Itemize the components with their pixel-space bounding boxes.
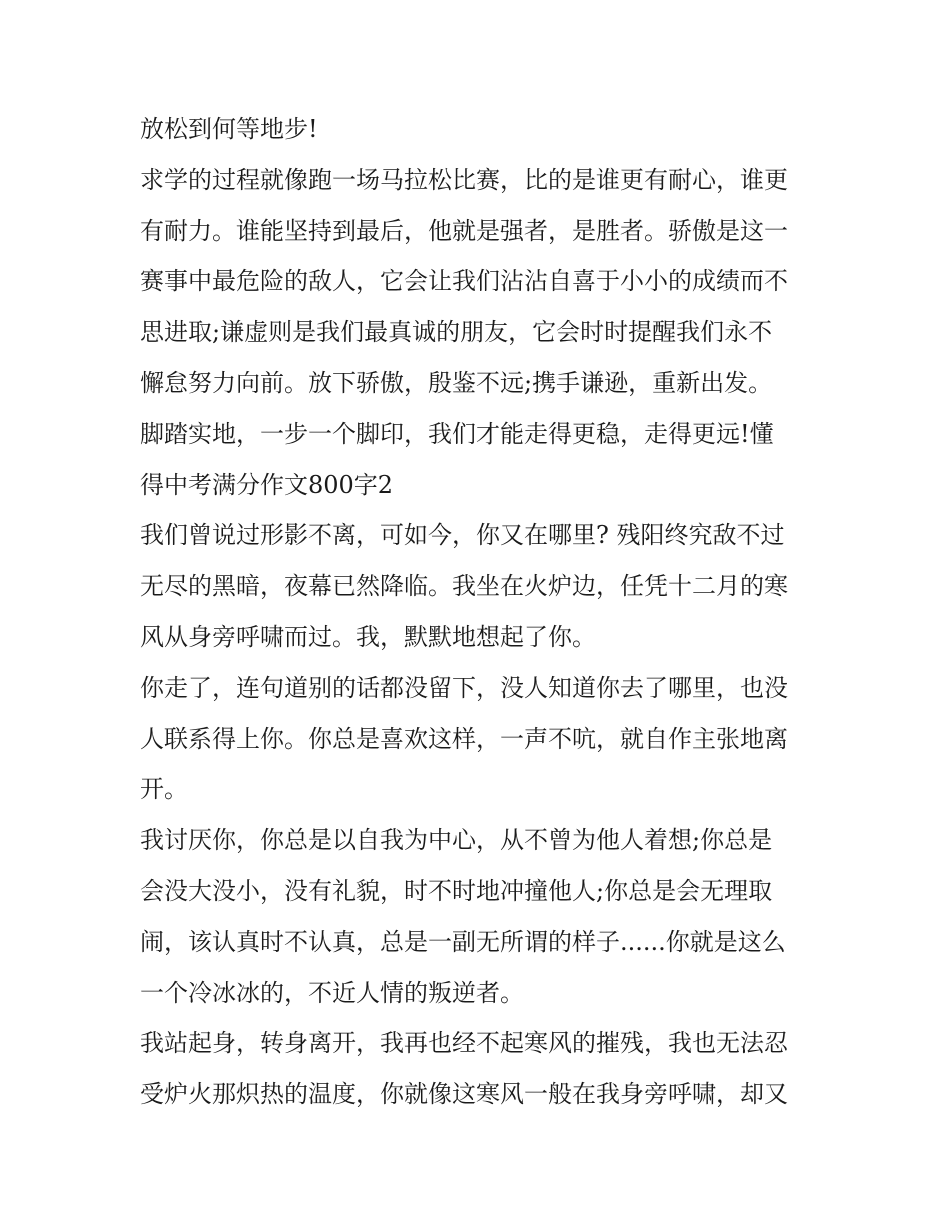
text-line: 我们曾说过形影不离，可如今，你又在哪里? 残阳终究敌不过 [140,521,785,550]
text-line: 懈怠努力向前。放下骄傲，殷鉴不远;携手谦逊，重新出发。 [140,368,773,397]
text-line: 你走了，连句道别的话都没留下，没人知道你去了哪里，也没 [140,673,788,702]
document-body [140,104,820,1120]
text-line: 脚踏实地，一步一个脚印，我们才能走得更稳，走得更远!懂 [140,419,774,448]
text-line: 会没大没小，没有礼貌，时不时地冲撞他人;你总是会无理取 [140,876,773,905]
text-line: 受炉火那炽热的温度，你就像这寒风一般在我身旁呼啸，却又 [140,1080,788,1109]
text-line: 无尽的黑暗，夜幕已然降临。我坐在火炉边，任凭十二月的寒 [140,572,788,601]
text-line: 思进取;谦虚则是我们最真诚的朋友，它会时时提醒我们永不 [140,318,773,347]
text-line: 闹，该认真时不认真，总是一副无所谓的样子......你就是这么 [140,927,786,956]
text-line: 赛事中最危险的敌人，它会让我们沾沾自喜于小小的成绩而不 [140,267,788,296]
text-line: 求学的过程就像跑一场马拉松比赛，比的是谁更有耐心，谁更 [140,165,788,194]
text-line: 风从身旁呼啸而过。我，默默地想起了你。 [140,622,596,651]
text-line: 人联系得上你。你总是喜欢这样，一声不吭，就自作主张地离 [140,724,788,753]
section-heading: 得中考满分作文800字2 [140,470,394,499]
text-line: 放松到何等地步! [140,115,318,143]
text-line: 开。 [140,775,188,804]
text-line: 我讨厌你，你总是以自我为中心，从不曾为他人着想;你总是 [140,826,773,855]
text-line: 我站起身，转身离开，我再也经不起寒风的摧残，我也无法忍 [140,1029,788,1058]
text-line: 有耐力。谁能坚持到最后，他就是强者，是胜者。骄傲是这一 [140,216,788,245]
text-line: 一个冷冰冰的，不近人情的叛逆者。 [140,978,524,1007]
